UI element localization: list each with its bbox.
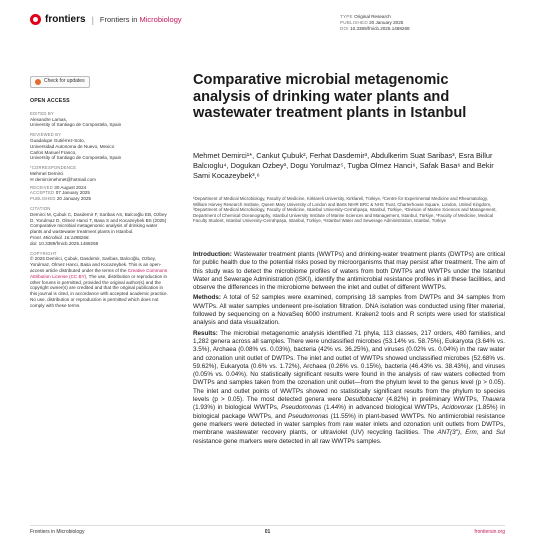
copyright-post: . The use, distribution or reproduction in other forums is permitted, provided the original author(s) and the copyright owner(s) are credited and that the original publication in this journal is cited, in accordance with accepted academic practice. No use, distribution or reproduction is permitted which does not comply with these terms. (30, 273, 168, 308)
open-access-label: OPEN ACCESS (30, 98, 70, 104)
author-list: Mehmet Demirci¹*, Cankut Çubuk², Ferhat Dasdemir³, Abdulkerim Suat Saribas³, Esra Billur Balcıoglu⁴, Dogukan Ozbey³, Dogu Yorulmaz⁵, Tugba Olmez Hanci⁶, Safak Basa⁶ and Bekir Sami Kocazeybek³,⁶ (193, 151, 494, 181)
journal-prefix: Frontiers in (99, 15, 138, 24)
published-date: 20 January 2025 (56, 196, 92, 202)
gene-ant3: ANT(3″) (437, 429, 460, 437)
reviewed-by: Guadalupe Gutiérrez-Soto, Universidad Autonoma de Nuevo, Mexico Carlos Manuel Franco, University of Santiago de Compostela, Spain (30, 137, 122, 161)
brand-separator: | (91, 14, 94, 25)
copyright-pre: © 2025 Demirci, Çubuk, Dasdemir, Saribas, Balcıoğlu, Ozbey, Yorulmaz, Olmez Hanci, Basa and Kocazeybek. This is an open-access article distributed under the terms of the (30, 256, 162, 273)
journal-name[interactable] (100, 15, 182, 24)
check-updates-button[interactable] (30, 76, 90, 88)
brand-name: frontiers (45, 14, 86, 25)
citation-text: Demirci M, Çubuk C, Dasdemir F, Saribas AS, Balcıoğlu EB, Ozbey D, Yorulmaz D, Olmez Hanci T, Basa S and Kocazeybek BS (2025) Comparative microbial metagenomic analysis of drinking water plants and wastewater treatment plants in Istanbul. (30, 211, 167, 235)
copyright-label: COPYRIGHT (30, 250, 57, 256)
journal-subject: Microbiology (139, 15, 182, 24)
abstract (193, 251, 505, 448)
results-text-7: , (459, 429, 466, 437)
gene-erm: Erm (465, 429, 477, 437)
accepted-label: ACCEPTED (30, 190, 55, 196)
edited-by: Alexandre Lamas, University of Santiago de Compostela, Spain (30, 116, 122, 128)
citation-doi[interactable]: doi: 10.3389/fmicb.2025.1488268 (30, 240, 99, 246)
gene-sul: Sul (495, 429, 506, 437)
genus-desulfobacter: Desulfobacter (344, 396, 384, 404)
correspondence-label: *CORRESPONDENCE (30, 165, 77, 171)
genus-acidovorax: Acidovorax (441, 404, 474, 412)
intro-text: Wastewater treatment plants (WWTPs) and drinking-water treatment plants (DWTPs) are critical for public health due to the potential risks posed by microorganisms that may persist after treatment. The aim of this study was to detect the microbiome profiles of waters from both DWTPs and WWTPs under the Istanbul Water and Sewerage Administration (ISKI), identify the antimicrobial resistance profiles in all these facilities, and observe the differences in the microbiome between the inlet and outlet of different WWTPs. (193, 251, 505, 292)
results-text-4: (1.44%) in advanced biological WWTPs, (321, 404, 442, 412)
results-text-9: resistance gene markers were detected in all raw WWTPs samples. (193, 437, 382, 445)
reviewed-by-label: REVIEWED BY (30, 132, 62, 138)
footer-site-link[interactable]: frontiersin.org (474, 529, 505, 535)
article-meta (340, 14, 505, 32)
intro-label: Introduction: (193, 251, 232, 258)
footer-divider (30, 525, 505, 526)
genus-thauera: Thauera (481, 396, 505, 404)
frontiers-logo-icon (30, 14, 41, 25)
received-date: 30 August 2024 (54, 184, 87, 190)
abstract-introduction (193, 251, 505, 292)
type-value: Original Research (354, 14, 391, 19)
results-text-8: , and (476, 429, 496, 437)
results-text-3: (1.93%) in biological WWTPs, (193, 404, 282, 412)
results-label: Results: (193, 329, 218, 337)
published-label-sidebar: PUBLISHED (30, 196, 56, 202)
received-label: RECEIVED (30, 184, 54, 190)
genus-pseudomonas-2: Pseudomonas (288, 412, 329, 420)
edited-by-label: EDITED BY (30, 110, 54, 116)
abstract-methods (193, 294, 505, 327)
results-text-2: (4.82%) in preliminary WWTPs, (383, 396, 482, 404)
article-sidebar (30, 76, 170, 311)
citation-label: CITATION (30, 205, 51, 211)
published-value: 20 January 2025 (369, 20, 404, 25)
license-link[interactable]: Creative Commons Attribution License (CC BY) (30, 267, 168, 279)
results-text-5: (1.85%) in biological package WWTPs, and (193, 404, 506, 420)
correspondence[interactable]: Mehmet Demirci ✉ demircimehmet@hotmail.com (30, 170, 96, 182)
methods-label: Methods: (193, 294, 221, 302)
affiliations: ¹Department of Medical Microbiology, Faculty of Medicine, Kirklareli University, Kirklareli, Türkiye, ²Centre for Experimental Medicine and Rheumatology, William Harvey Research Institute, Queen Mary University of London and Barts NIHR BRC & NHS Trust, Charterhouse Square, London, United Kingdom, ³Department of Medical Microbiology, Faculty of Medicine, Istanbul University-Cerrahpaşa, Istanbul, Türkiye, ⁴Division of Marine Sciences and Management, Department of Chemical Oceanography, Istanbul University Institute of Marine Sciences and Management, Istanbul, Türkiye, ⁵Faculty of Medicine, Medical Faculty Student, Istanbul University-Cerrahpaşa, Istanbul, Türkiye, ⁶Istanbul Water and Sewerage Administration, Istanbul, Türkiye (193, 196, 497, 224)
accepted-date: 07 January 2025 (55, 190, 90, 196)
doi-label: DOI (340, 26, 349, 31)
doi-value[interactable]: 10.3389/fmicb.2025.1488268 (350, 26, 410, 31)
footer-journal: Frontiers in Microbiology (30, 529, 85, 535)
check-updates-label: Check for updates (44, 78, 85, 85)
results-text-6: (11.55%) in plant-based WWTPs. No antimicrobial resistance gene markers were detected in water samples from raw water inlets and ozonation unit outlets from DWTPs, membrane wastewater recovery plants, or ultraviolet (UV) recycling facilities. The (193, 412, 505, 437)
article-title: Comparative microbial metagenomic analysis of drinking water plants and wastewater treatment plants in Istanbul (193, 72, 467, 121)
results-text-1: The microbial metagenomic analysis identified 71 phyla, 113 classes, 217 orders, 480 families, and 1,282 genera across all samples. There were unclassified microbes (53.14% vs. 58.75%), Eukaryota (3.64% vs. 3.5%), Archaea (0.08% vs. 0.03%), bacteria (42% vs. 36.25%), and viruses (0.02% vs. 0.04%) in the raw water and ozonation unit outlet of DWTPs. The inlet and outlet of WWTPs showed unclassified microbes (52.68% vs. 59.62%), Eukaryota (0.6% vs. 1.72%), Archaea (0.26% vs. 0.15%), bacteria (46.43% vs. 38.43%), and viruses (0.05% vs. 0.04%). No statistically significant results were found in the analysis of raw waters collected from DWTPs and samples taken from the ozonation unit outlet—from the phylum level to the genus level (p > 0.05). The inlet and outlet points of WWTPs showed no statistically significant results from the phylum to species levels (p > 0.05). The most detected genera were (193, 329, 505, 404)
check-updates-icon (35, 79, 41, 85)
published-label: PUBLISHED (340, 20, 368, 25)
page-header (30, 14, 505, 36)
methods-text: A total of 52 samples were examined, comprising 18 samples from DWTPs and 34 samples from WWTPs. All water samples underwent pre-isolation filtration. DNA isolation was conducted using filter material, followed by sequencing on a NovaSeq 6000 instrument. Kraken2 tools and R scripts were used for statistical analysis and data visualization. (193, 294, 505, 327)
citation-journal: Front. Microbiol. 16:1488268. (30, 234, 90, 240)
copyright-text (30, 256, 170, 308)
page-footer (30, 529, 505, 539)
type-label: TYPE (340, 14, 353, 19)
page-number: 01 (264, 529, 271, 535)
brand-block (30, 14, 182, 25)
genus-pseudomonas-1: Pseudomonas (281, 404, 322, 412)
abstract-results (193, 330, 505, 446)
